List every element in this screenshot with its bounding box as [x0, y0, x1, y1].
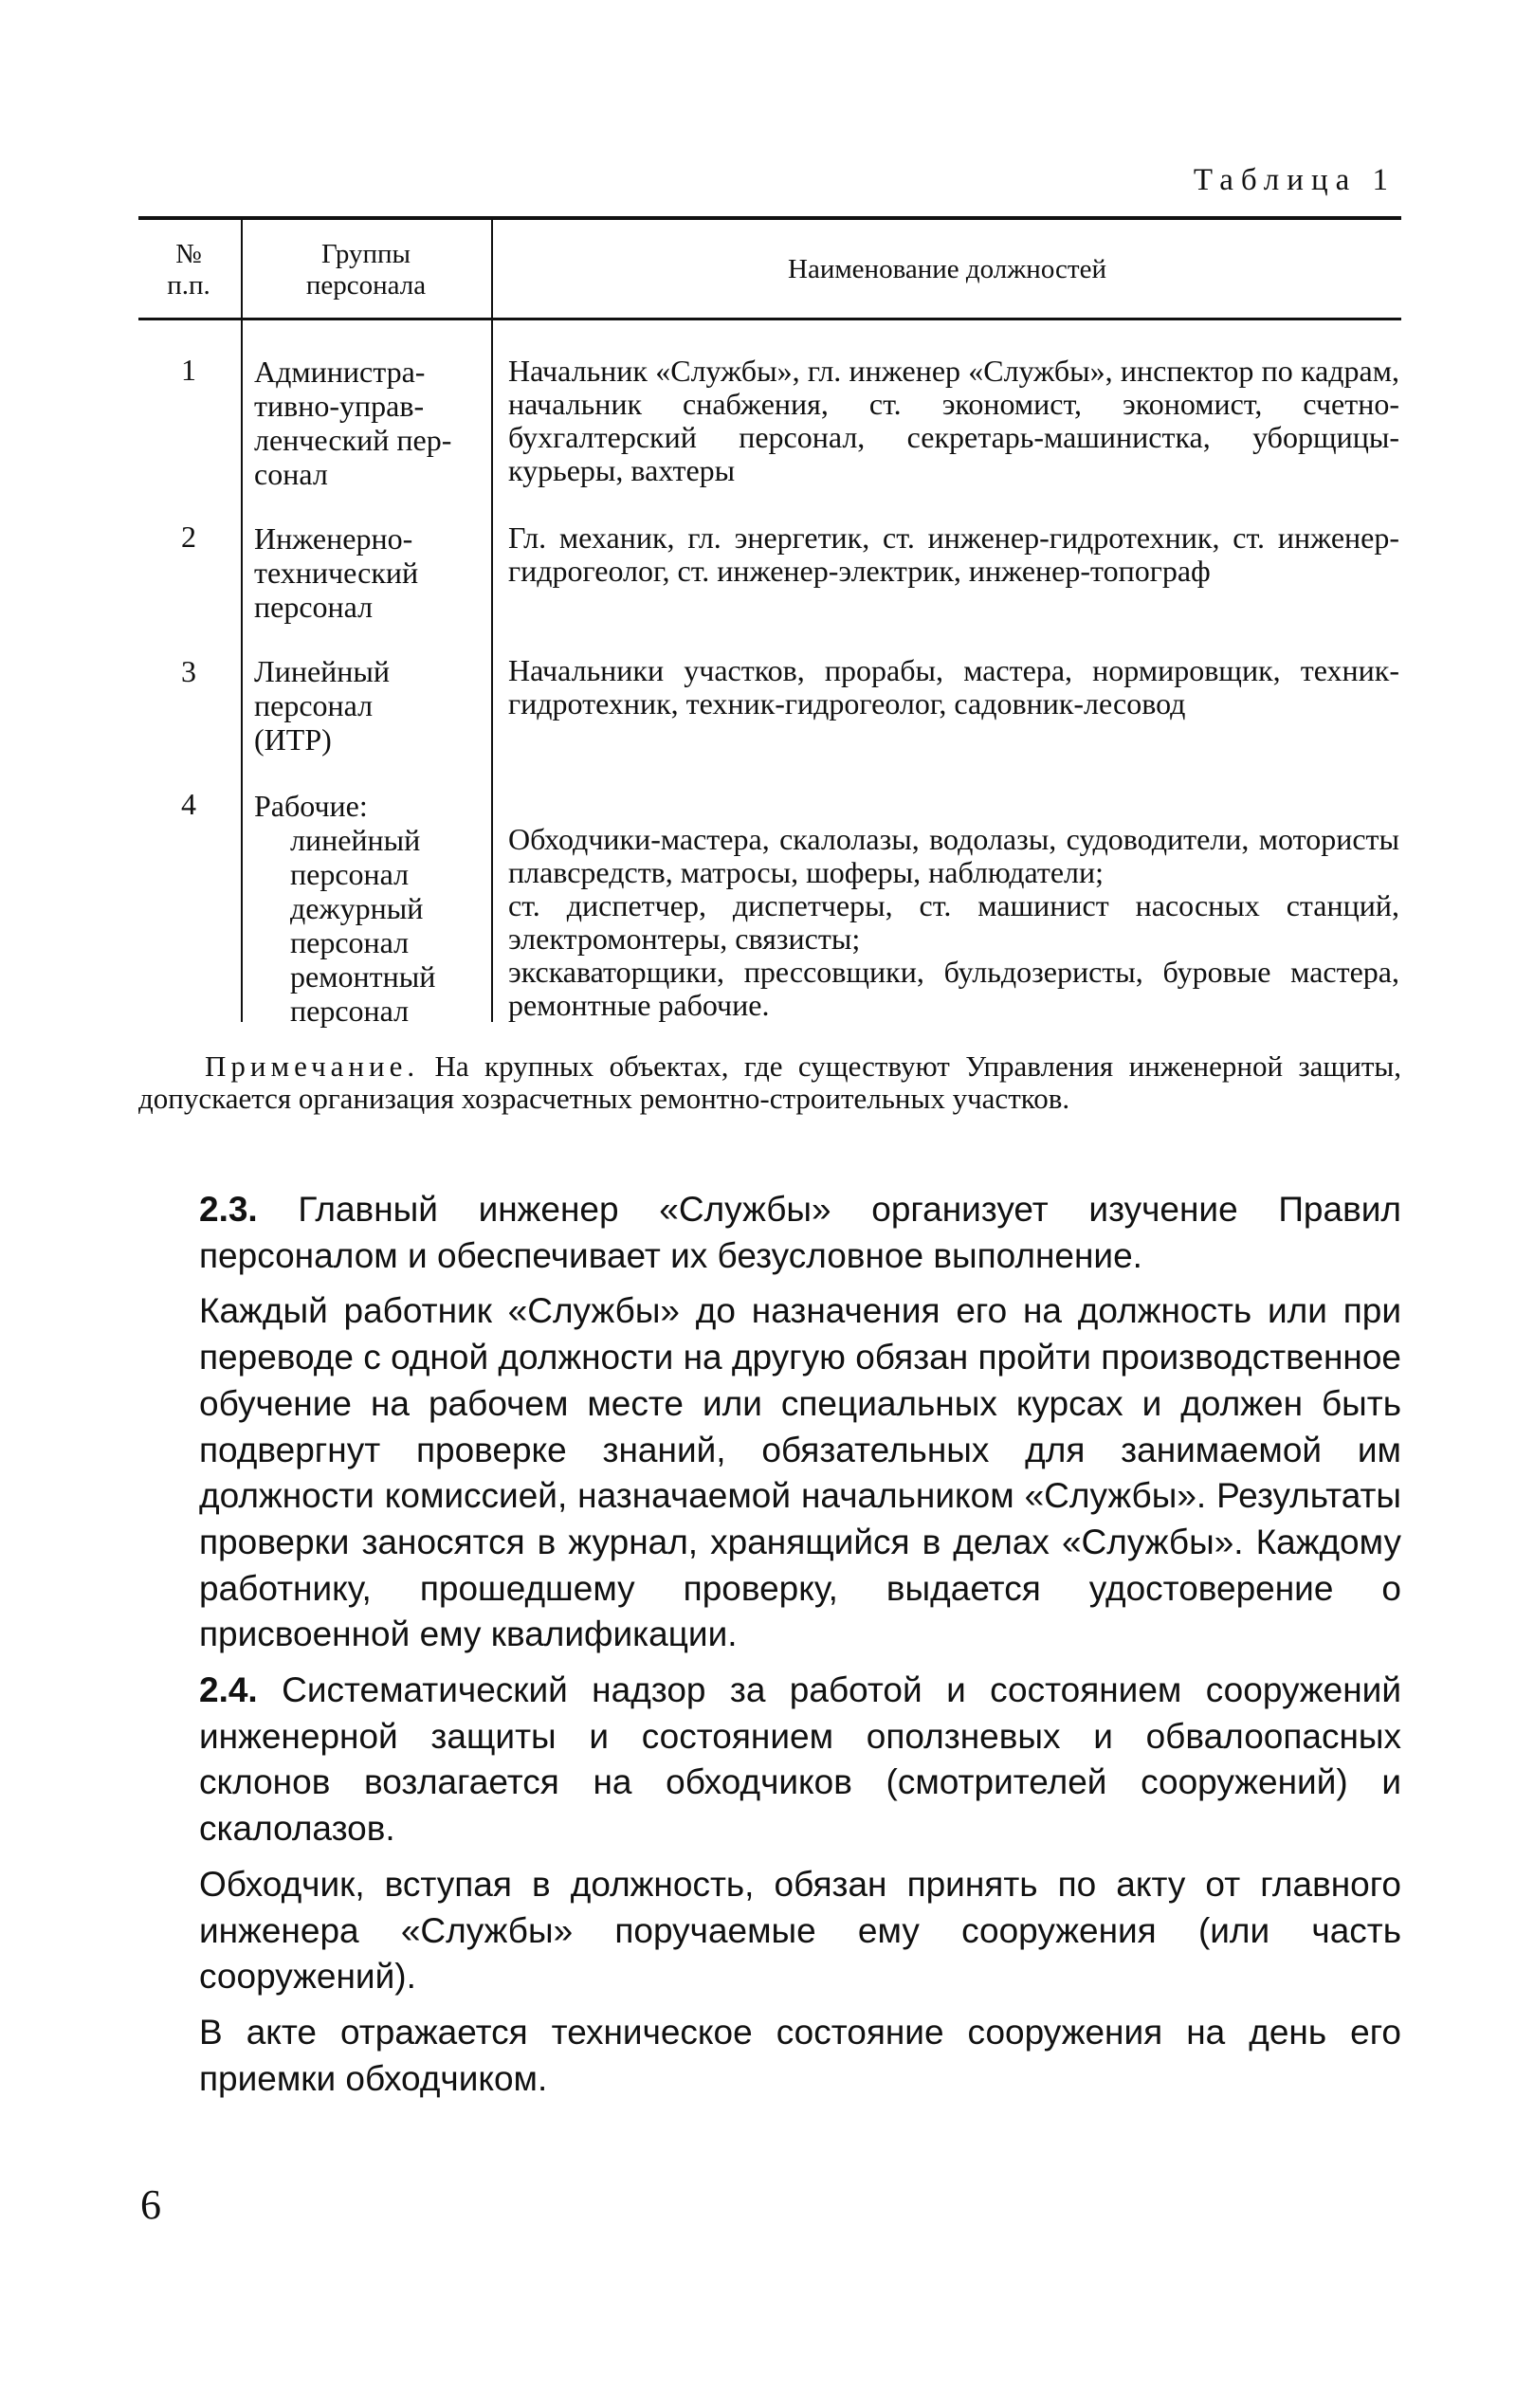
- row-1-num: 1: [181, 353, 196, 387]
- table-header-rule: [138, 318, 1401, 320]
- paragraph-2-4: 2.4. Систематический надзор за работой и состоянием сооружений инженерной защиты и состоянием оползневых и обвалоопасных склонов возлагается на обходчиков (смотрителей сооружений) и скалолазов.: [199, 1670, 1401, 1849]
- row-2-num: 2: [181, 520, 196, 554]
- row-4-num: 4: [181, 787, 196, 821]
- page-number: 6: [140, 2181, 161, 2228]
- row-3-positions: Начальники участков, прорабы, мастера, нормировщик, техник-гидротехник, техник-гидрогеолог, садовник-лесовод: [508, 653, 1399, 721]
- table-note: [138, 1050, 1401, 1115]
- row-4-group: Рабочие: линейный персонал дежурный персонал ремонтный персонал: [254, 789, 436, 1028]
- row-4-positions: Обходчики-мастера, скалолазы, водолазы, судоводители, мотористы плавсредств, матросы, шоферы, наблюдатели; ст. диспетчер, диспетчеры, ст. машинист насосных станций, электромонтеры, связисты; экскаваторщики, прессовщики, бульдозеристы, буровые мастера, ремонтные рабочие.: [508, 822, 1399, 1022]
- paragraph-2-3: 2.3. Главный инженер «Службы» организует изучение Правил персоналом и обеспечивает их безусловное выполнение.: [199, 1190, 1401, 1275]
- header-name: Наименование должностей: [788, 254, 1106, 284]
- row-3-group: Линейный персонал (ИТР): [254, 654, 391, 757]
- row-2-positions: Гл. механик, гл. энергетик, ст. инженер-гидротехник, ст. инженер-гидрогеолог, ст. инженер-электрик, инженер-топограф: [508, 520, 1399, 588]
- row-1-group: Администра- тивно-управ- ленческий пер- сонал: [254, 355, 452, 491]
- row-3-num: 3: [181, 654, 196, 688]
- note-text: На крупных объектах, где существуют Управления инженерной защиты, допускается организация хозрасчетных ремонтно-строительных участков.: [138, 1049, 1402, 1115]
- paragraph-number: 2.3.: [199, 1190, 258, 1229]
- column-divider-2: [491, 220, 493, 1022]
- paragraph-number: 2.4.: [199, 1670, 258, 1710]
- row-1-positions: Начальник «Службы», гл. инженер «Службы», инспектор по кадрам, начальник снабжения, ст. экономист, экономист, счетно-бухгалтерский персонал, секретарь-машинистка, уборщицы-курьеры, вахтеры: [508, 354, 1399, 487]
- column-divider-1: [241, 220, 243, 1022]
- table-top-rule: [138, 216, 1401, 220]
- paragraph: Каждый работник «Службы» до назначения его на должность или при переводе с одной должности на другую обязан пройти производственное обучение на рабочем месте или специальных курсах и должен быть подвергнут проверке знаний, обязательных для занимаемой им должности комиссией, назначаемой начальником «Службы». Результаты проверки заносятся в журнал, хранящийся в делах «Службы». Каждому работнику, прошедшему проверку, выдается удостоверение о присвоенной ему квалификации.: [199, 1291, 1401, 1654]
- note-label: Примечание.: [205, 1049, 420, 1083]
- body-text: [199, 1187, 1401, 2111]
- header-group: Группы персонала: [305, 239, 427, 301]
- paragraph: В акте отражается техническое состояние сооружения на день его приемки обходчиком.: [199, 2012, 1401, 2098]
- table-caption: Таблица 1: [1193, 163, 1396, 197]
- paragraph: Обходчик, вступая в должность, обязан принять по акту от главного инженера «Службы» поручаемые ему сооружения (или часть сооружений).: [199, 1864, 1401, 1997]
- row-2-group: Инженерно- технический персонал: [254, 521, 419, 624]
- header-num: № п.п.: [167, 239, 210, 301]
